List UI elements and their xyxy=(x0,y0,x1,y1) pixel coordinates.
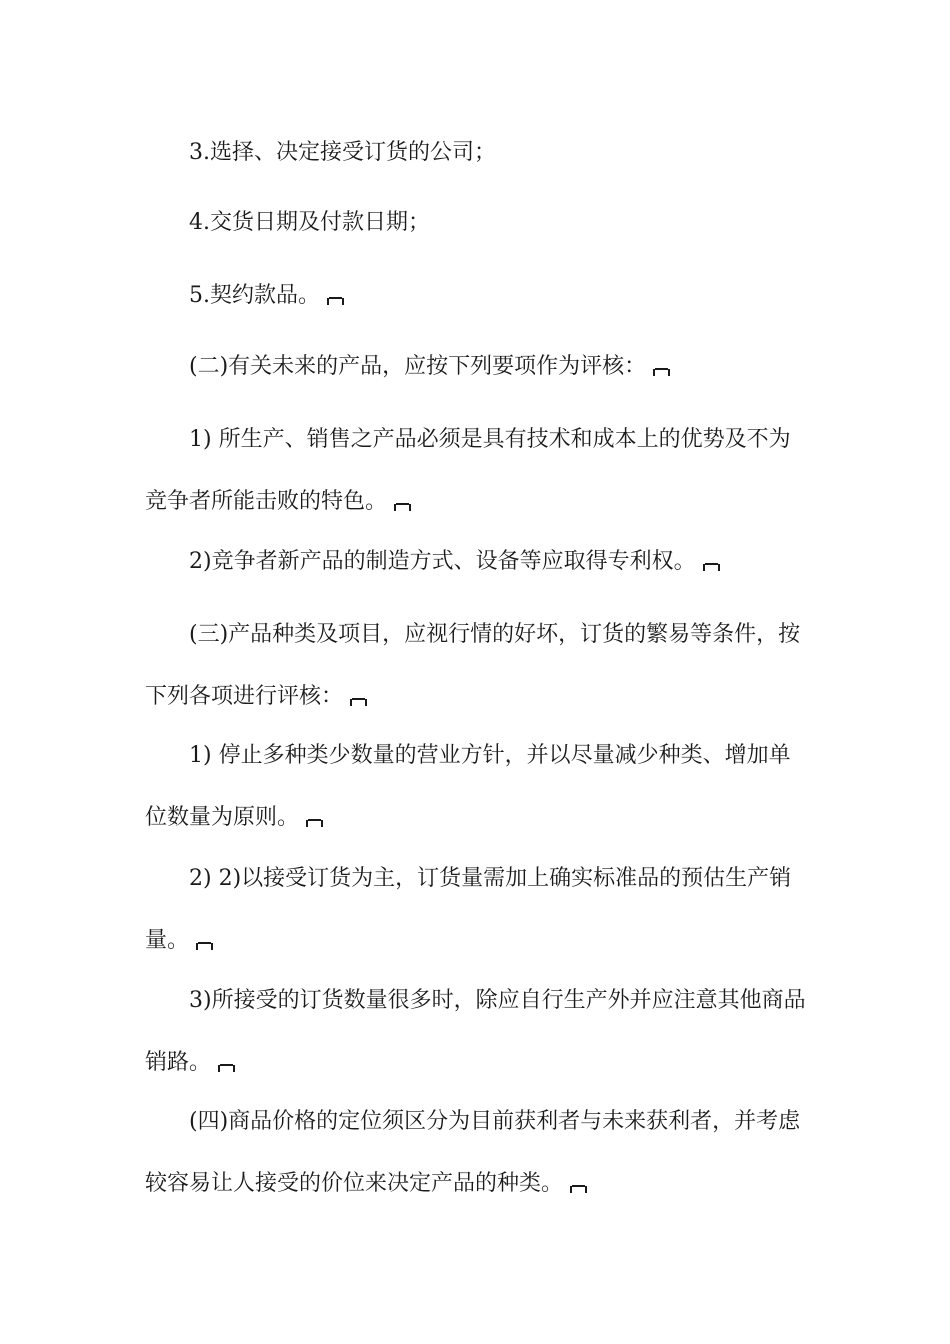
paragraph-text: 2)竞争者新产品的制造方式、设备等应取得专利权。 xyxy=(189,549,696,574)
paragraph-text: 4.交货日期及付款日期； xyxy=(189,210,430,235)
bracket-mark-icon xyxy=(196,941,213,950)
paragraph-text: (三)产品种类及项目，应视行情的好坏，订货的繁易等条件，按下列各项进行评核： xyxy=(145,622,801,709)
paragraph-text: (四)商品价格的定位须区分为目前获利者与未来获利者，并考虑较容易让人接受的价位来决定产品的种类。 xyxy=(145,1109,801,1196)
paragraph-text: 3)所接受的订货数量很多时，除应自行生产外并应注意其他商品销路。 xyxy=(145,988,806,1075)
bracket-mark-icon xyxy=(653,367,670,376)
section-heading-2 xyxy=(145,336,810,398)
bracket-mark-icon xyxy=(570,1184,587,1193)
bracket-mark-icon xyxy=(327,296,344,305)
paragraph-text: (二)有关未来的产品，应按下列要项作为评核： xyxy=(189,354,647,379)
section-2-item-1 xyxy=(145,409,810,533)
list-item-5 xyxy=(145,265,810,327)
bracket-mark-icon xyxy=(350,697,367,706)
section-3-item-2 xyxy=(145,848,810,972)
paragraph-text: 1) 停止多种类少数量的营业方针，并以尽量减少种类、增加单位数量为原则。 xyxy=(145,743,791,830)
paragraph-text: 5.契约款品。 xyxy=(189,283,320,308)
bracket-mark-icon xyxy=(394,502,411,511)
section-2-item-2 xyxy=(145,531,810,593)
paragraph-text: 2) 2)以接受订货为主，订货量需加上确实标准品的预估生产销量。 xyxy=(145,866,792,953)
section-3-item-1 xyxy=(145,725,810,849)
section-heading-3 xyxy=(145,604,810,728)
paragraph-text: 1) 所生产、销售之产品必须是具有技术和成本上的优势及不为竞争者所能击败的特色。 xyxy=(145,427,791,514)
bracket-mark-icon xyxy=(306,818,323,827)
paragraph-text: 3.选择、决定接受订货的公司； xyxy=(189,140,496,165)
list-item-4 xyxy=(145,192,810,254)
list-item-3 xyxy=(145,122,810,184)
bracket-mark-icon xyxy=(218,1063,235,1072)
bracket-mark-icon xyxy=(703,562,720,571)
section-3-item-3 xyxy=(145,970,810,1094)
section-heading-4 xyxy=(145,1091,810,1215)
